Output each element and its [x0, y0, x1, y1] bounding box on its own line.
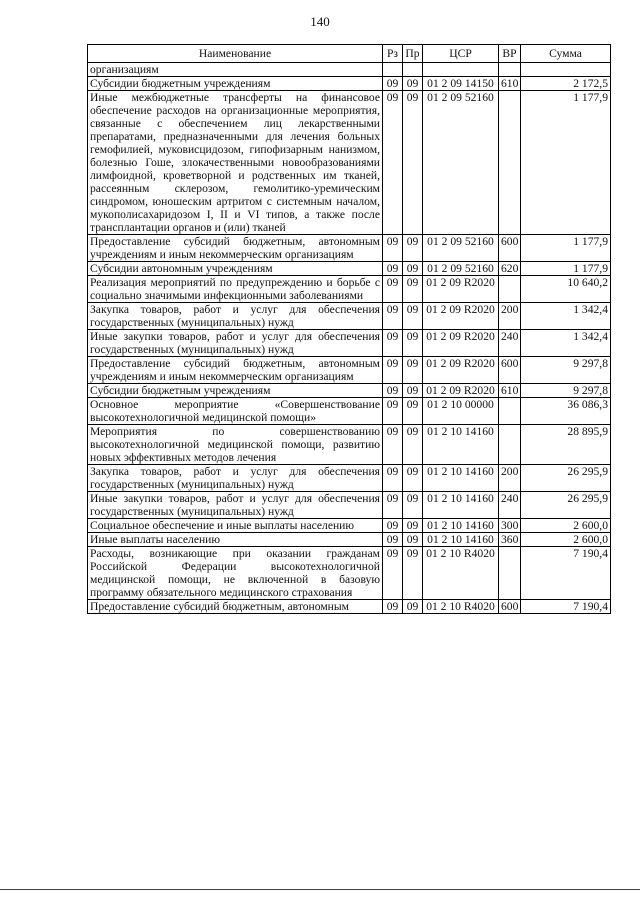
cell-rz: 09 — [383, 398, 403, 425]
table-row — [88, 303, 611, 330]
cell-rz: 09 — [383, 465, 403, 492]
table-row — [88, 276, 611, 303]
cell-name: Мероприятия по совершенствованию высокотехнологичной медицинской помощи, развитию новых эффективных методов лечения — [88, 425, 383, 465]
table-row — [88, 533, 611, 547]
cell-vr: 240 — [499, 330, 521, 357]
cell-name: Субсидии бюджетным учреждениям — [88, 384, 383, 398]
cell-rz: 09 — [383, 425, 403, 465]
cell-sum: 1 177,9 — [521, 235, 611, 262]
table-row — [88, 235, 611, 262]
cell-csr: 01 2 10 00000 — [423, 398, 499, 425]
cell-name: организациям — [88, 63, 383, 77]
table-row — [88, 384, 611, 398]
cell-name: Субсидии автономным учреждениям — [88, 262, 383, 276]
header-vr: ВР — [499, 45, 521, 63]
cell-csr: 01 2 09 R2020 — [423, 330, 499, 357]
cell-pr: 09 — [403, 276, 423, 303]
cell-vr: 620 — [499, 262, 521, 276]
cell-sum: 1 177,9 — [521, 262, 611, 276]
cell-pr: 09 — [403, 398, 423, 425]
cell-pr: 09 — [403, 357, 423, 384]
header-rz: Рз — [383, 45, 403, 63]
cell-csr: 01 2 10 14160 — [423, 425, 499, 465]
cell-name: Закупка товаров, работ и услуг для обеспечения государственных (муниципальных) нужд — [88, 303, 383, 330]
cell-sum: 36 086,3 — [521, 398, 611, 425]
cell-sum: 2 172,5 — [521, 77, 611, 91]
cell-csr: 01 2 10 14160 — [423, 492, 499, 519]
cell-csr: 01 2 09 52160 — [423, 262, 499, 276]
cell-vr — [499, 276, 521, 303]
cell-name: Социальное обеспечение и иные выплаты населению — [88, 519, 383, 533]
cell-rz: 09 — [383, 519, 403, 533]
cell-rz: 09 — [383, 235, 403, 262]
cell-csr: 01 2 09 R2020 — [423, 384, 499, 398]
cell-sum: 1 342,4 — [521, 330, 611, 357]
cell-name: Субсидии бюджетным учреждениям — [88, 77, 383, 91]
table-row — [88, 330, 611, 357]
header-sum: Сумма — [521, 45, 611, 63]
table-row — [88, 63, 611, 77]
cell-pr: 09 — [403, 492, 423, 519]
cell-vr — [499, 63, 521, 77]
cell-name: Предоставление субсидий бюджетным, автономным учреждениям и иным некоммерческим организациям — [88, 235, 383, 262]
cell-pr: 09 — [403, 384, 423, 398]
cell-rz: 09 — [383, 492, 403, 519]
cell-sum: 7 190,4 — [521, 547, 611, 600]
cell-sum: 10 640,2 — [521, 276, 611, 303]
footer-rule — [0, 889, 640, 890]
cell-name: Предоставление субсидий бюджетным, автономным — [88, 600, 383, 614]
cell-vr: 240 — [499, 492, 521, 519]
cell-vr — [499, 91, 521, 235]
cell-vr: 600 — [499, 357, 521, 384]
table-header-row — [88, 45, 611, 63]
cell-sum: 9 297,8 — [521, 357, 611, 384]
cell-sum: 1 342,4 — [521, 303, 611, 330]
cell-rz: 09 — [383, 91, 403, 235]
cell-pr: 09 — [403, 330, 423, 357]
cell-pr: 09 — [403, 425, 423, 465]
cell-vr: 610 — [499, 77, 521, 91]
table-row — [88, 465, 611, 492]
cell-pr: 09 — [403, 235, 423, 262]
cell-rz: 09 — [383, 276, 403, 303]
cell-sum: 7 190,4 — [521, 600, 611, 614]
cell-name: Реализация мероприятий по предупреждению и борьбе с социально значимыми инфекционными заболеваниями — [88, 276, 383, 303]
cell-pr: 09 — [403, 262, 423, 276]
cell-rz: 09 — [383, 547, 403, 600]
cell-csr: 01 2 10 14160 — [423, 519, 499, 533]
cell-pr: 09 — [403, 547, 423, 600]
cell-sum: 1 177,9 — [521, 91, 611, 235]
cell-pr: 09 — [403, 303, 423, 330]
table-row — [88, 600, 611, 614]
cell-name: Закупка товаров, работ и услуг для обеспечения государственных (муниципальных) нужд — [88, 465, 383, 492]
cell-vr: 200 — [499, 303, 521, 330]
cell-vr: 360 — [499, 533, 521, 547]
table-row — [88, 519, 611, 533]
cell-vr: 600 — [499, 235, 521, 262]
cell-vr: 600 — [499, 600, 521, 614]
cell-pr: 09 — [403, 533, 423, 547]
cell-sum — [521, 63, 611, 77]
cell-name: Иные межбюджетные трансферты на финансовое обеспечение расходов на организационные мероприятия, связанные с обеспечением лиц лекарственными препаратами, предназначенными для лечения больных гемофилией, муковисцидозом, гипофизарным нанизмом, болезнью Гоше, злокачественными новообразованиями лимфоидной, кроветворной и родственных им тканей, рассеянным склерозом, гемолитико-уремическим синдромом, юношеским артритом с системным началом, мукополисахаридозом I, II и VI типов, а также после трансплантации органов и (или) тканей — [88, 91, 383, 235]
cell-name: Основное мероприятие «Совершенствование высокотехнологичной медицинской помощи» — [88, 398, 383, 425]
table-row — [88, 492, 611, 519]
cell-sum: 26 295,9 — [521, 492, 611, 519]
cell-rz: 09 — [383, 77, 403, 91]
cell-pr: 09 — [403, 91, 423, 235]
cell-sum: 2 600,0 — [521, 519, 611, 533]
cell-name: Расходы, возникающие при оказании гражданам Российской Федерации высокотехнологичной медицинской помощи, не включенной в базовую программу обязательного медицинского страхования — [88, 547, 383, 600]
cell-name: Предоставление субсидий бюджетным, автономным учреждениям и иным некоммерческим организациям — [88, 357, 383, 384]
cell-csr: 01 2 10 R4020 — [423, 547, 499, 600]
cell-csr: 01 2 09 R2020 — [423, 276, 499, 303]
cell-name: Иные выплаты населению — [88, 533, 383, 547]
header-pr: Пр — [403, 45, 423, 63]
cell-pr — [403, 63, 423, 77]
cell-sum: 2 600,0 — [521, 533, 611, 547]
cell-vr — [499, 547, 521, 600]
cell-rz: 09 — [383, 262, 403, 276]
budget-table — [87, 44, 611, 614]
cell-rz: 09 — [383, 600, 403, 614]
cell-pr: 09 — [403, 465, 423, 492]
table-row — [88, 398, 611, 425]
page-number: 140 — [310, 14, 330, 29]
cell-csr: 01 2 10 14160 — [423, 465, 499, 492]
cell-rz: 09 — [383, 533, 403, 547]
table-row — [88, 547, 611, 600]
cell-vr — [499, 398, 521, 425]
cell-vr — [499, 425, 521, 465]
cell-csr — [423, 63, 499, 77]
cell-vr: 300 — [499, 519, 521, 533]
cell-name: Иные закупки товаров, работ и услуг для обеспечения государственных (муниципальных) нужд — [88, 492, 383, 519]
cell-csr: 01 2 10 R4020 — [423, 600, 499, 614]
header-name: Наименование — [88, 45, 383, 63]
cell-sum: 28 895,9 — [521, 425, 611, 465]
cell-vr: 200 — [499, 465, 521, 492]
cell-rz: 09 — [383, 303, 403, 330]
cell-pr: 09 — [403, 519, 423, 533]
table-row — [88, 262, 611, 276]
table-row — [88, 425, 611, 465]
cell-csr: 01 2 09 14150 — [423, 77, 499, 91]
table-row — [88, 91, 611, 235]
header-csr: ЦСР — [423, 45, 499, 63]
cell-csr: 01 2 09 52160 — [423, 91, 499, 235]
cell-pr: 09 — [403, 600, 423, 614]
cell-csr: 01 2 09 R2020 — [423, 357, 499, 384]
cell-rz: 09 — [383, 330, 403, 357]
cell-csr: 01 2 09 52160 — [423, 235, 499, 262]
table-row — [88, 77, 611, 91]
cell-rz — [383, 63, 403, 77]
cell-vr: 610 — [499, 384, 521, 398]
cell-csr: 01 2 10 14160 — [423, 533, 499, 547]
cell-pr: 09 — [403, 77, 423, 91]
cell-sum: 9 297,8 — [521, 384, 611, 398]
cell-rz: 09 — [383, 357, 403, 384]
cell-name: Иные закупки товаров, работ и услуг для обеспечения государственных (муниципальных) нужд — [88, 330, 383, 357]
cell-csr: 01 2 09 R2020 — [423, 303, 499, 330]
cell-sum: 26 295,9 — [521, 465, 611, 492]
cell-rz: 09 — [383, 384, 403, 398]
table-row — [88, 357, 611, 384]
